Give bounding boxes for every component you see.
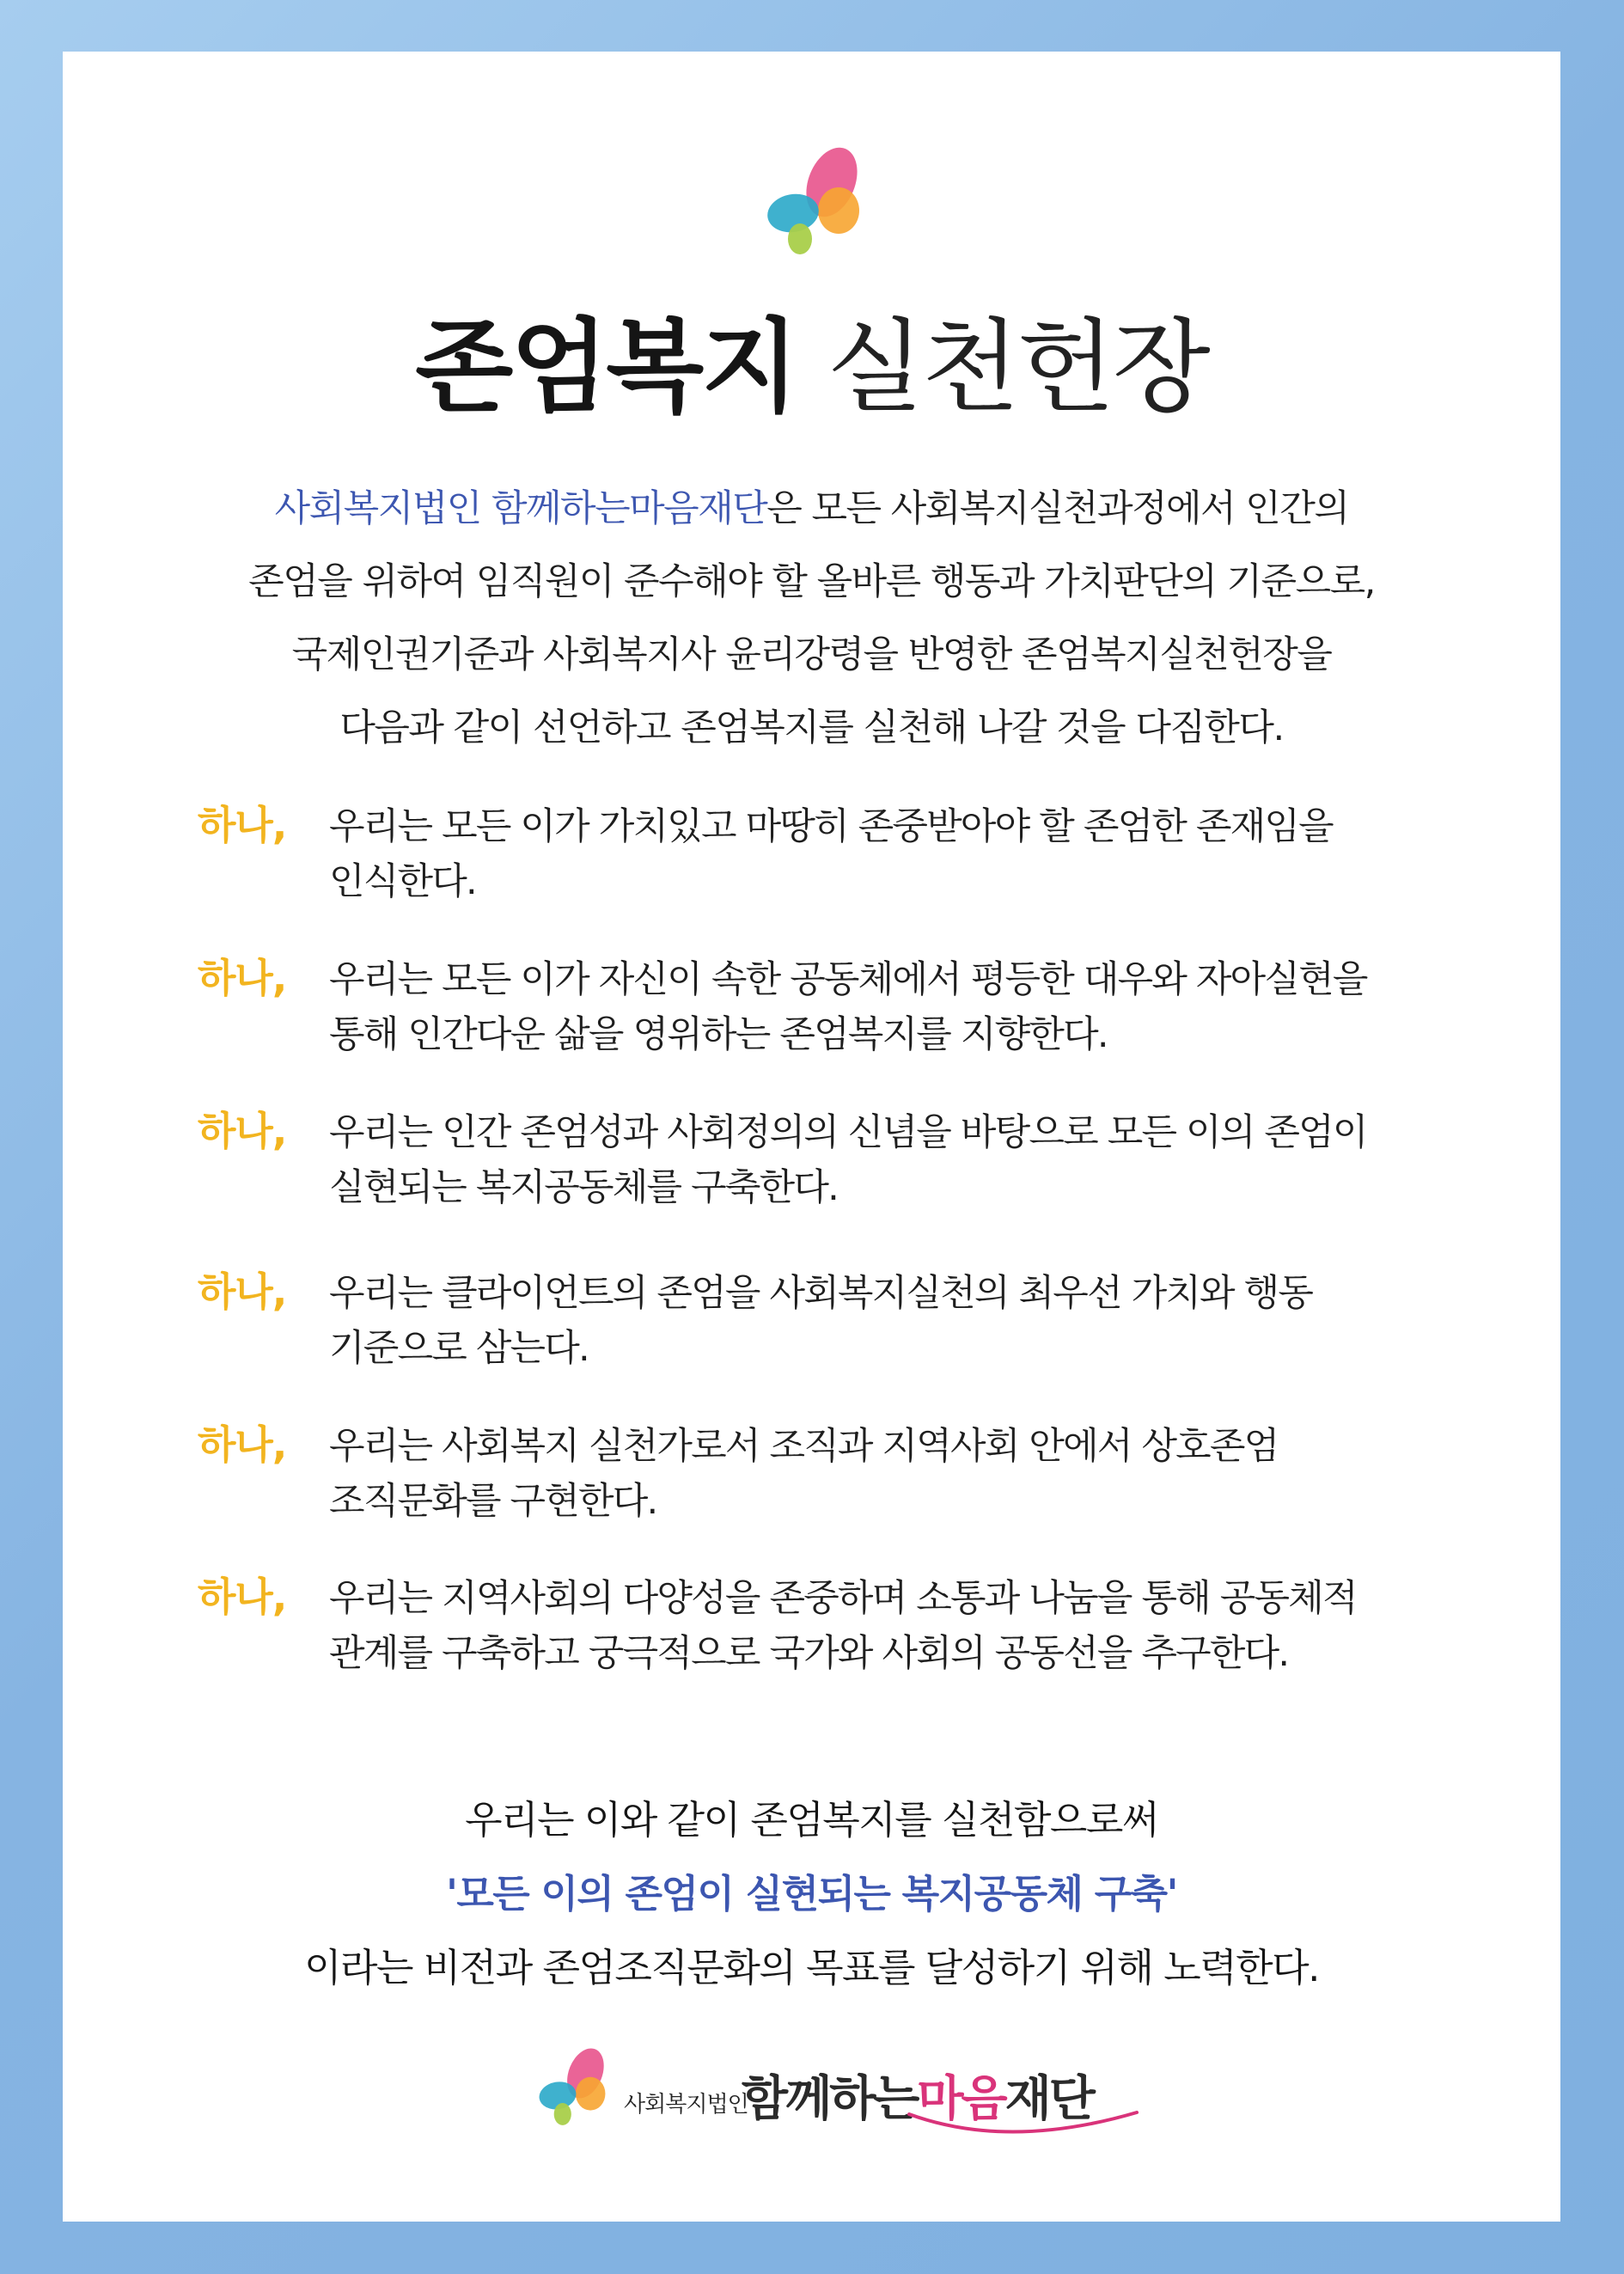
charter-paper: [63, 52, 1560, 2222]
pledge-text: [329, 1266, 1506, 1376]
org-name: 사회복지법인 함께하는마음재단: [274, 487, 767, 530]
logo-swash-icon: [905, 2097, 1154, 2149]
pledge-line: 우리는 지역사회의 다양성을 존중하며 소통과 나눔을 통해 공동체적: [329, 1577, 1357, 1620]
title-light: 실천헌장: [826, 308, 1208, 426]
intro-paragraph: [140, 473, 1483, 765]
pledge-line: 조직문화를 구현한다.: [329, 1480, 657, 1523]
intro-line-1: [140, 473, 1483, 546]
pledge-text: [329, 952, 1506, 1062]
foundation-logo: [527, 2037, 1145, 2149]
pledge-line: 우리는 인간 존엄성과 사회정의의 신념을 바탕으로 모든 이의 존엄이: [329, 1111, 1367, 1154]
closing-line-3: 이라는 비전과 존엄조직문화의 목표를 달성하기 위해 노력한다.: [304, 1945, 1319, 1990]
pledge-text: [329, 1571, 1506, 1681]
butterfly-logo-icon: [750, 138, 879, 266]
logo-name-part-1: 함께하는: [742, 2071, 918, 2127]
pledge-text: [329, 1419, 1506, 1529]
pledge-line: 통해 인간다운 삶을 영위하는 존엄복지를 지향한다.: [329, 1013, 1108, 1056]
pledge-marker: 하나,: [198, 1421, 287, 1468]
pledge-line: 우리는 사회복지 실천가로서 조직과 지역사회 안에서 상호존엄: [329, 1425, 1279, 1468]
page-title: [63, 303, 1560, 431]
intro-line-2: 존엄을 위하여 임직원이 준수해야 할 올바른 행동과 가치판단의 기준으로,: [248, 560, 1375, 603]
closing-statement: [114, 1783, 1509, 2005]
pledge-line: 기준으로 삼는다.: [329, 1327, 589, 1370]
pledge-marker: 하나,: [198, 802, 287, 848]
logo-prefix: 사회복지법인: [624, 2092, 748, 2118]
pledge-line: 실현되는 복지공동체를 구축한다.: [329, 1166, 838, 1209]
pledge-line: 우리는 모든 이가 자신이 속한 공동체에서 평등한 대우와 자아실현을: [329, 958, 1367, 1001]
pledge-text: [329, 1105, 1506, 1215]
pledge-marker: 하나,: [198, 1108, 287, 1154]
pledge-marker: 하나,: [198, 1268, 287, 1315]
pledge-line: 우리는 모든 이가 가치있고 마땅히 존중받아야 할 존엄한 존재임을: [329, 805, 1333, 848]
logo-name-part-2: 마음: [917, 2071, 1005, 2127]
closing-line-1: 우리는 이와 같이 존엄복지를 실천함으로써: [465, 1797, 1158, 1843]
intro-line-1-rest: 은 모든 사회복지실천과정에서 인간의: [766, 487, 1349, 530]
pledge-marker: 하나,: [198, 955, 287, 1001]
pledge-line: 관계를 구축하고 궁극적으로 국가와 사회의 공동선을 추구한다.: [329, 1632, 1289, 1675]
pledge-marker: 하나,: [198, 1574, 287, 1620]
pledge-line: 우리는 클라이언트의 존엄을 사회복지실천의 최우선 가치와 행동: [329, 1272, 1313, 1315]
logo-name-part-3: 재단: [1004, 2071, 1093, 2127]
vision-statement: '모든 이의 존엄이 실현되는 복지공동체 구축': [446, 1871, 1177, 1916]
intro-line-4: 다음과 같이 선언하고 존엄복지를 실천해 나갈 것을 다짐한다.: [339, 706, 1284, 749]
pledge-line: 인식한다.: [329, 860, 476, 903]
title-bold: 존엄복지: [415, 308, 797, 426]
butterfly-small-icon: [527, 2041, 620, 2134]
intro-line-3: 국제인권기준과 사회복지사 윤리강령을 반영한 존엄복지실천헌장을: [291, 633, 1332, 676]
pledge-text: [329, 799, 1506, 909]
